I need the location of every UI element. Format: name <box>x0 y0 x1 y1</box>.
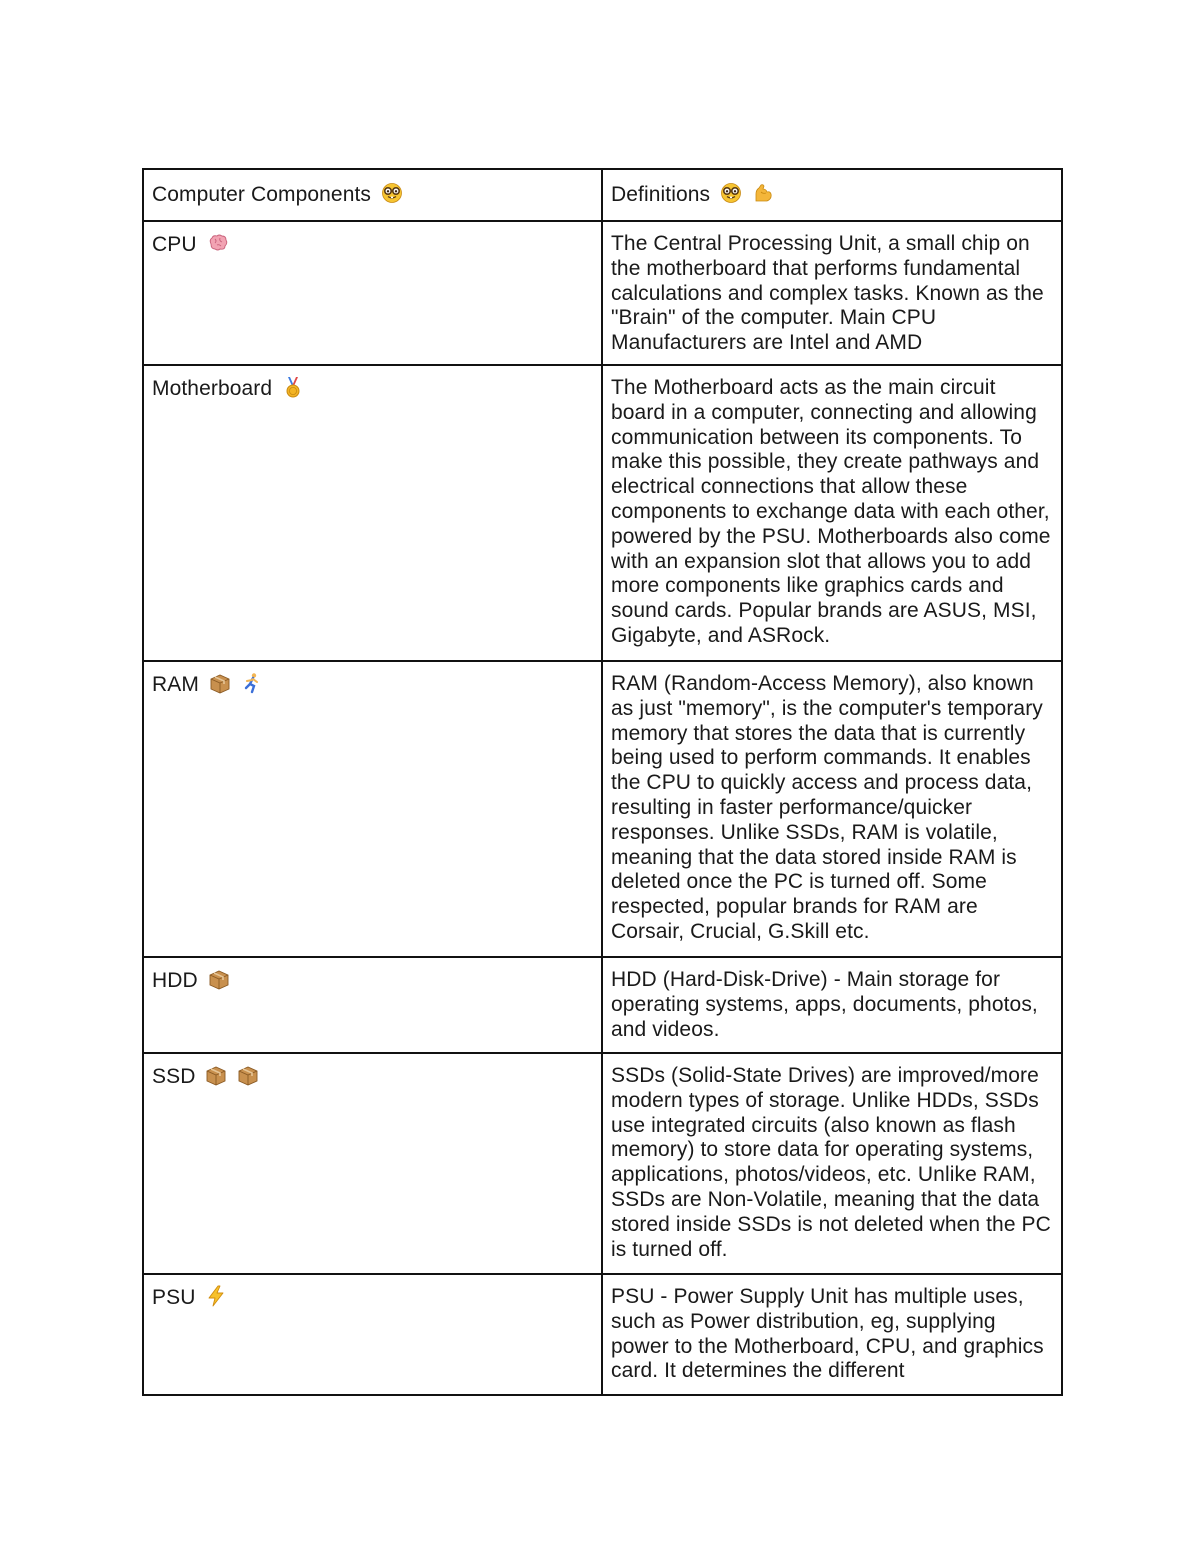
component-cell <box>143 365 602 661</box>
table-row <box>143 957 1062 1053</box>
component-name: SSD <box>152 1064 196 1088</box>
brain-icon <box>207 232 229 254</box>
medal-icon <box>282 376 304 398</box>
component-cell <box>143 957 602 1053</box>
component-name: HDD <box>152 968 198 992</box>
table-row <box>143 1274 1062 1395</box>
flexed-biceps-icon <box>752 182 774 204</box>
table-row <box>143 1053 1062 1274</box>
nerd-face-icon <box>720 182 742 204</box>
component-name: CPU <box>152 233 197 256</box>
package-icon <box>208 968 230 990</box>
table-header-row <box>143 169 1062 221</box>
package-icon <box>205 1064 227 1086</box>
definition-cell: The Motherboard acts as the main circuit board in a computer, connecting and allowing communication between its components. To make this possible, they create pathways and electrical connections that allow these components to exchange data with each other, powered by the PSU. Motherboards also come with an expansion slot that allows you to add more components like graphics cards and sound cards. Popular brands are ASUS, MSI, Gigabyte, and ASRock. <box>602 365 1062 661</box>
component-name: RAM <box>152 672 199 696</box>
component-cell <box>143 661 602 957</box>
package-icon <box>209 672 231 694</box>
component-name: PSU <box>152 1285 196 1309</box>
components-table <box>142 168 1063 1396</box>
definition-cell: RAM (Random-Access Memory), also known as just "memory", is the computer's temporary memory that stores the data that is currently being used to perform commands. It enables the CPU to quickly access and process data, resulting in faster performance/quicker responses. Unlike SSDs, RAM is volatile, meaning that the data stored inside RAM is deleted once the PC is turned off. Some respected, popular brands for RAM are Corsair, Crucial, G.Skill etc. <box>602 661 1062 957</box>
definition-cell: HDD (Hard-Disk-Drive) - Main storage for operating systems, apps, documents, photos, and videos. <box>602 957 1062 1053</box>
component-cell <box>143 1274 602 1395</box>
header-definitions-label: Definitions <box>611 183 711 206</box>
running-person-icon <box>241 672 263 694</box>
high-voltage-icon <box>205 1285 227 1307</box>
definition-cell: PSU - Power Supply Unit has multiple uses, such as Power distribution, eg, supplying power to the Motherboard, CPU, and graphics card. It determines the different <box>602 1274 1062 1395</box>
nerd-face-icon <box>381 182 403 204</box>
component-name: Motherboard <box>152 376 273 400</box>
package-icon <box>237 1064 259 1086</box>
table-row <box>143 661 1062 957</box>
header-components-cell <box>143 169 602 221</box>
table-row <box>143 221 1062 365</box>
header-definitions-cell <box>602 169 1062 221</box>
table-row <box>143 365 1062 661</box>
component-cell <box>143 221 602 365</box>
definition-cell: The Central Processing Unit, a small chip on the motherboard that performs fundamental calculations and complex tasks. Known as the "Brain" of the computer. Main CPU Manufacturers are Intel and AMD <box>602 221 1062 365</box>
header-components-label: Computer Components <box>152 183 372 206</box>
definition-cell: SSDs (Solid-State Drives) are improved/more modern types of storage. Unlike HDDs, SSDs use integrated circuits (also known as flash memory) to store data for operating systems, applications, photos/videos, etc. Unlike RAM, SSDs are Non-Volatile, meaning that the data stored inside SSDs is not deleted when the PC is turned off. <box>602 1053 1062 1274</box>
component-cell <box>143 1053 602 1274</box>
